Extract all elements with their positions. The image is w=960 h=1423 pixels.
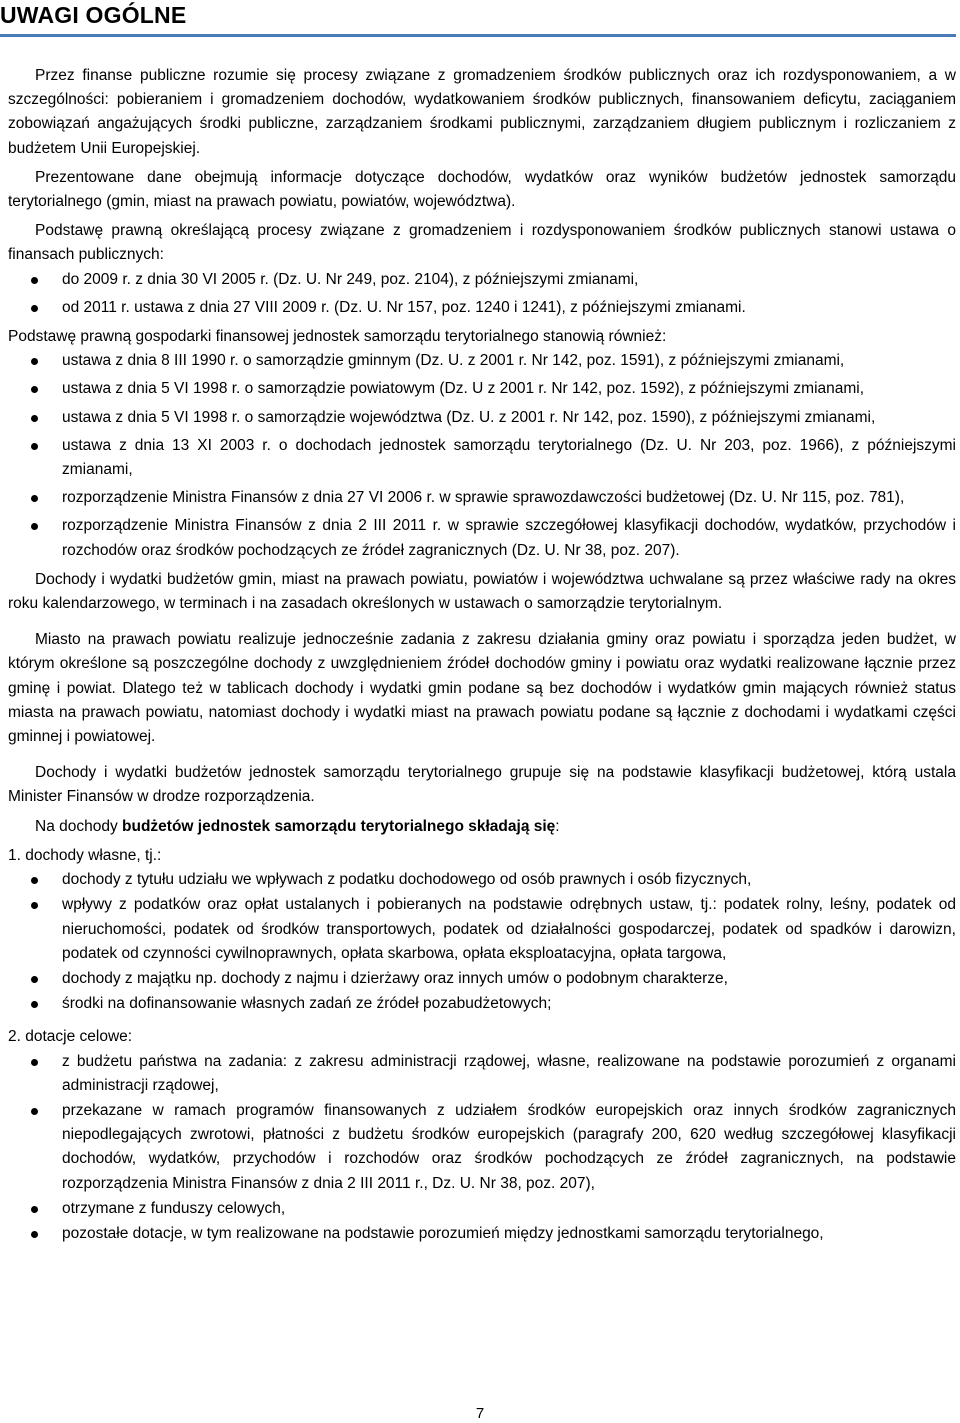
- list-item: ustawa z dnia 5 VI 1998 r. o samorządzie powiatowym (Dz. U z 2001 r. Nr 142, poz. 1592), z późniejszymi zmianami,: [8, 377, 956, 401]
- section-heading-own-revenue: 1. dochody własne, tj.:: [8, 846, 162, 864]
- list-item: od 2011 r. ustawa z dnia 27 VIII 2009 r. (Dz. U. Nr 157, poz. 1240 i 1241), z późniejszymi zmianami.: [8, 296, 956, 320]
- bullet-icon: [31, 358, 38, 365]
- revenue-intro-paragraph: Na dochody budżetów jednostek samorządu terytorialnego składają się:: [35, 817, 560, 835]
- public-finance-act-list: [8, 268, 956, 320]
- list-item: otrzymane z funduszy celowych,: [8, 1197, 956, 1221]
- list-item: przekazane w ramach programów finansowanych z udziałem środków europejskich oraz innych środków zagranicznych niepodlegających zwrotowi, płatności z budżetu środków europejskich (paragrafy 200, 620 według szczegółowej klasyfikacji dochodów, wydatków, przychodów i rozchodów oraz środków pochodzących ze źródeł zagranicznych, na podstawie rozporządzenia Ministra Finansów z dnia 2 III 2011 r., Dz. U. Nr 38, poz. 207),: [8, 1099, 956, 1196]
- bullet-icon: [31, 305, 38, 312]
- title-underline: [0, 34, 956, 37]
- own-revenue-list: [8, 868, 956, 1016]
- list-item: pozostałe dotacje, w tym realizowane na podstawie porozumień między jednostkami samorządu terytorialnego,: [8, 1222, 956, 1246]
- bullet-icon: [31, 902, 38, 909]
- intro-paragraph-2: Prezentowane dane obejmują informacje dotyczące dochodów, wydatków oraz wyników budżetów jednostek samorządu terytorialnego (gmin, miast na prawach powiatu, powiatów, województwa).: [8, 168, 956, 211]
- legal-acts-list: [8, 349, 956, 563]
- bullet-icon: [31, 277, 38, 284]
- intro-paragraph-1: Przez finanse publiczne rozumie się procesy związane z gromadzeniem środków publicznych oraz ich rozdysponowaniem, a w szczególności: pobieraniem i gromadzeniem dochodów, wydatkowaniem środków publicznych, finansowaniem deficytu, zaciąganiem zobowiązań angażujących środki publiczne, zarządzaniem środkami publicznymi, zarządzaniem długiem publicznym i rozliczaniem z budżetem Unii Europejskiej.: [8, 67, 956, 157]
- classification-paragraph: Dochody i wydatki budżetów jednostek samorządu terytorialnego grupuje się na podstawie klasyfikacji budżetowej, którą ustala Minister Finansów w drodze rozporządzenia.: [8, 764, 956, 806]
- page-title: UWAGI OGÓLNE: [0, 2, 187, 28]
- list-item: z budżetu państwa na zadania: z zakresu administracji rządowej, własne, realizowane na podstawie porozumień z organami administracji rządowej,: [8, 1050, 956, 1098]
- city-county-paragraph: Miasto na prawach powiatu realizuje jednocześnie zadania z zakresu działania gminy oraz powiatu i sporządza jeden budżet, w którym określone są poszczególne dochody z uwzględnieniem źródeł dochodów gminy i powiatu oraz wydatki realizowane łącznie przez gminę i powiat. Dlatego też w tablicach dochody i wydatki gmin podane są bez dochodów i wydatków gmin mających również status miasta na prawach powiatu, natomiast dochody i wydatki miast na prawach powiatu podane są łącznie z dochodami i wydatkami części gminnej i powiatowej.: [8, 631, 956, 746]
- bullet-icon: [31, 443, 38, 450]
- bullet-icon: [31, 1001, 38, 1008]
- bullet-icon: [31, 1206, 38, 1213]
- grants-list: [8, 1050, 956, 1247]
- bullet-icon: [31, 1059, 38, 1066]
- budget-adoption-paragraph: Dochody i wydatki budżetów gmin, miast na prawach powiatu, powiatów i województwa uchwalane są przez właściwe rady na okres roku kalendarzowego, w terminach i na zasadach określonych w ustawach o samorządzie terytorialnym.: [8, 570, 956, 613]
- bullet-icon: [31, 1108, 38, 1115]
- bullet-icon: [31, 1231, 38, 1238]
- bullet-icon: [31, 386, 38, 393]
- list-item: dochody z majątku np. dochody z najmu i dzierżawy oraz innych umów o podobnym charakterze,: [8, 967, 956, 991]
- bullet-icon: [31, 495, 38, 502]
- legal-basis-paragraph: Podstawę prawną gospodarki finansowej jednostek samorządu terytorialnego stanowią również:: [8, 328, 667, 346]
- bullet-icon: [31, 523, 38, 530]
- section-heading-grants: 2. dotacje celowe:: [8, 1028, 133, 1046]
- list-item: ustawa z dnia 13 XI 2003 r. o dochodach jednostek samorządu terytorialnego (Dz. U. Nr 203, poz. 1966), z późniejszymi zmianami,: [8, 434, 956, 482]
- list-item: ustawa z dnia 5 VI 1998 r. o samorządzie województwa (Dz. U. z 2001 r. Nr 142, poz. 1590), z późniejszymi zmianami,: [8, 406, 956, 430]
- list-item: dochody z tytułu udziału we wpływach z podatku dochodowego od osób prawnych i osób fizycznych,: [8, 868, 956, 892]
- list-item: rozporządzenie Ministra Finansów z dnia 2 III 2011 r. w sprawie szczegółowej klasyfikacji dochodów, wydatków, przychodów i rozchodów oraz środków pochodzących ze źródeł zagranicznych (Dz. U. Nr 38, poz. 207).: [8, 514, 956, 562]
- list-item: ustawa z dnia 8 III 1990 r. o samorządzie gminnym (Dz. U. z 2001 r. Nr 142, poz. 1591), z późniejszymi zmianami,: [8, 349, 956, 373]
- list-item: środki na dofinansowanie własnych zadań ze źródeł pozabudżetowych;: [8, 992, 956, 1016]
- document-body: [8, 64, 956, 1246]
- intro-paragraph-3: Podstawę prawną określającą procesy związane z gromadzeniem i rozdysponowaniem środków publicznych stanowi ustawa o finansach publicznych:: [8, 222, 956, 264]
- revenue-intro-bold: budżetów jednostek samorządu terytorialnego składają się: [122, 817, 556, 835]
- list-item: do 2009 r. z dnia 30 VI 2005 r. (Dz. U. Nr 249, poz. 2104), z późniejszymi zmianami,: [8, 268, 956, 292]
- bullet-icon: [31, 877, 38, 884]
- bullet-icon: [31, 976, 38, 983]
- list-item: wpływy z podatków oraz opłat ustalanych i pobieranych na podstawie odrębnych ustaw, tj.: podatek rolny, leśny, podatek od nieruchomości, podatek od środków transportowych, podatek od działalności gospodarczej, podatek od spadków i darowizn, podatek od czynności cywilnoprawnych, opłata skarbowa, opłata eksploatacyjna, opłata targowa,: [8, 893, 956, 966]
- bullet-icon: [31, 415, 38, 422]
- page-number: 7: [475, 1405, 485, 1422]
- list-item: rozporządzenie Ministra Finansów z dnia 27 VI 2006 r. w sprawie sprawozdawczości budżetowej (Dz. U. Nr 115, poz. 781),: [8, 486, 956, 510]
